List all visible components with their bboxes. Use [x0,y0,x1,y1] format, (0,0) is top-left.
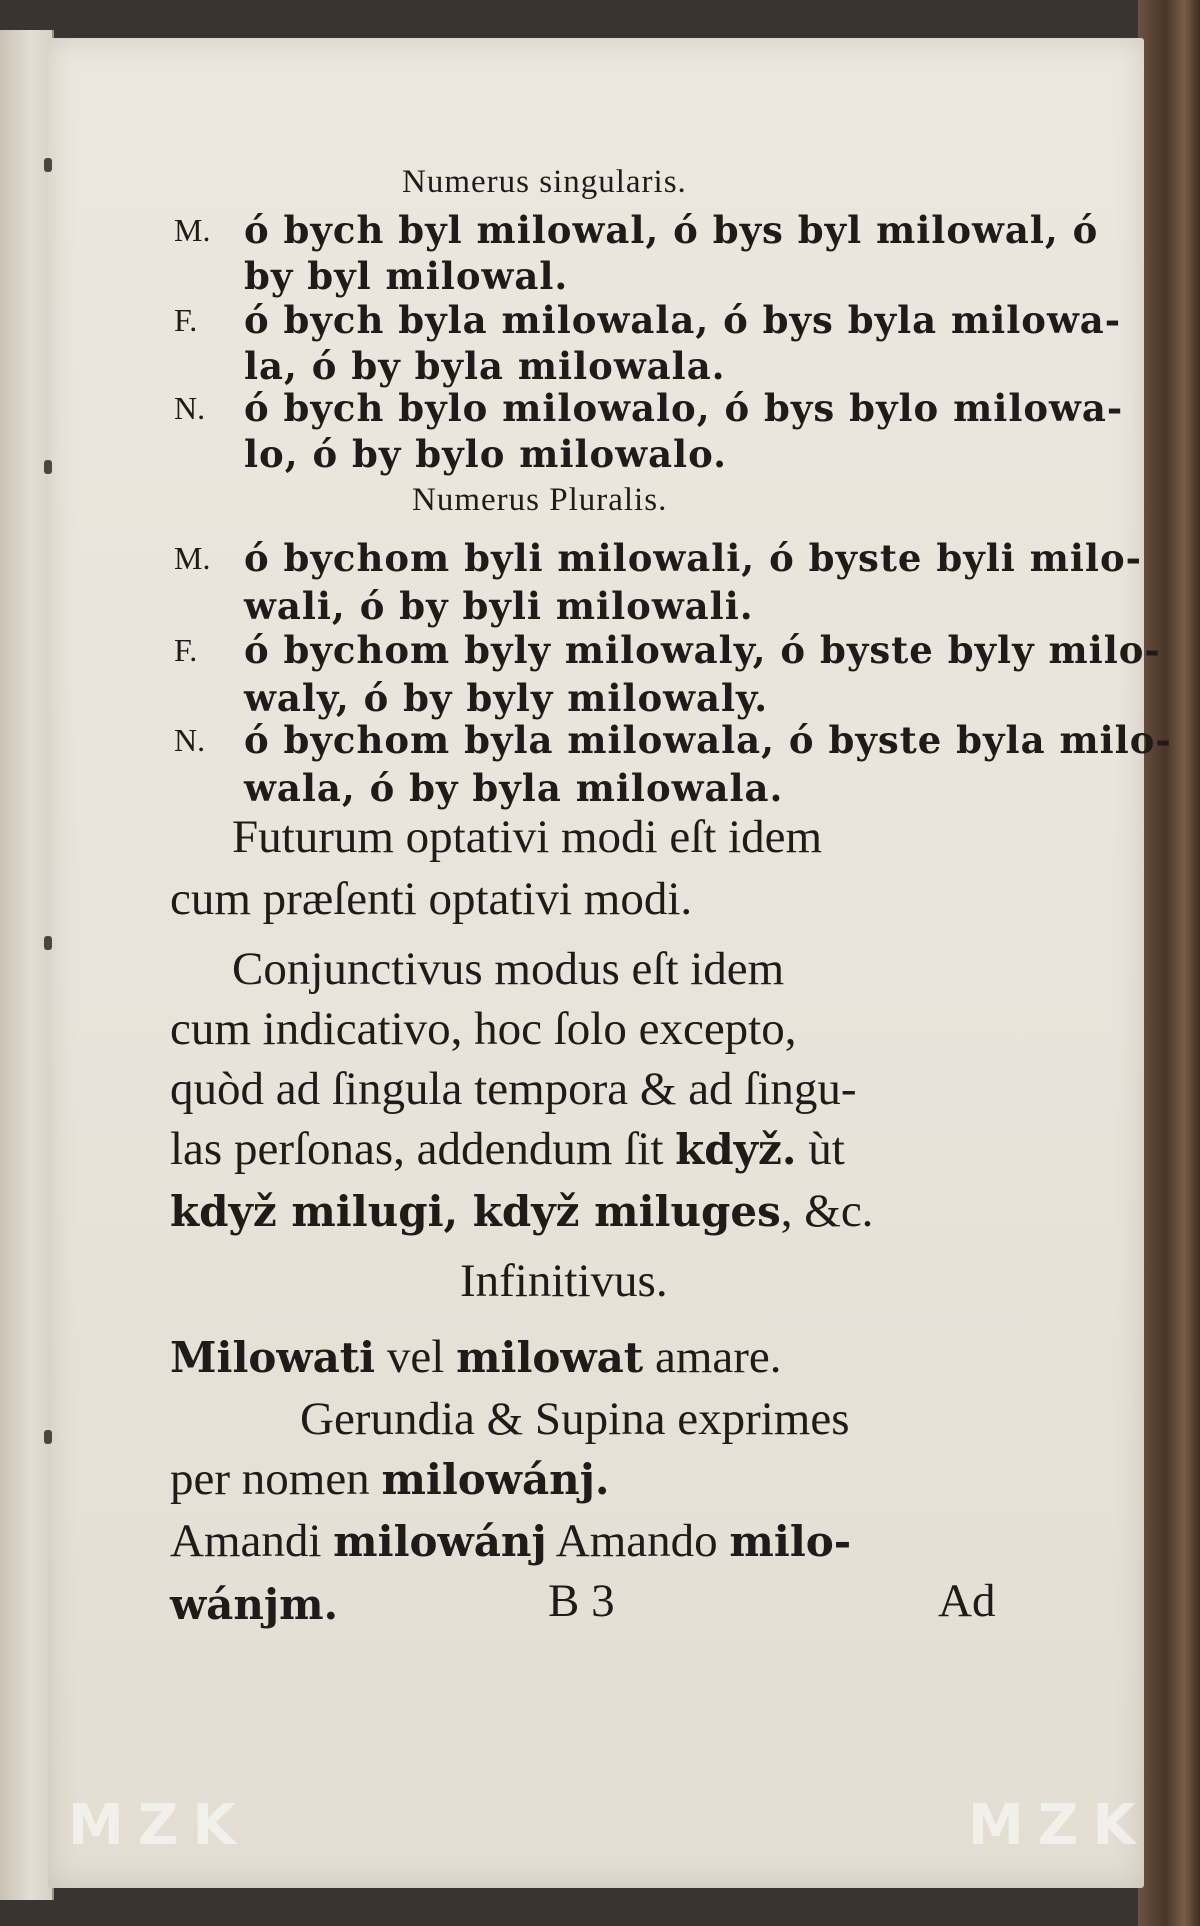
watermark-right: MZK [968,1793,1150,1858]
page-edge-mark [44,1430,52,1444]
signature-mark: B 3 [548,1575,615,1627]
amandi-line [170,1514,851,1568]
plural-f-line2: waly, ó by byly milowaly. [244,676,769,720]
infinitive-amare: amare. [643,1331,782,1383]
page-edge-mark [44,936,52,950]
plural-m-label: M. [174,540,211,576]
plural-n-label: N. [174,722,206,758]
infinitive-line [170,1330,782,1384]
watermark-left: MZK [68,1793,250,1858]
plural-f-label: F. [174,632,198,668]
plural-m-line2: wali, ó by byli milowali. [244,584,754,628]
singular-f-line1: ó bych byla milowala, ó bys byla milowa- [244,298,1122,342]
amandi-milowanj: milowánj [333,1517,547,1566]
amando-label: Amando [546,1515,730,1567]
plural-m-line1: ó bychom byli milowali, ó byste byli milo- [244,536,1143,580]
gerundia-line2 [170,1452,610,1506]
conjunctivus-line4-blackletter: když. [675,1125,797,1174]
book-spine [1138,0,1200,1926]
futurum-line1: Futurum optativi modi eſt idem [232,811,823,863]
facing-page-edge [0,30,54,1900]
singular-n-line1: ó bych bylo milowalo, ó bys bylo milowa- [244,386,1124,430]
singular-m-line1: ó bych byl milowal, ó bys byl milowal, ó [244,208,1099,252]
futurum-line2: cum præſenti optativi modi. [170,873,693,925]
singular-f-line2: la, ó by byla milowala. [244,344,726,388]
infinitive-milowati: Milowati [170,1333,376,1382]
conjunctivus-line4-text: las perſonas, addendum ſit [170,1123,676,1175]
book-page [48,38,1172,1888]
conjunctivus-line1: Conjunctivus modus eſt idem [232,943,785,995]
catchword: Ad [938,1575,996,1627]
singular-m-label: M. [174,212,211,248]
footer-wanjm: wánjm. [170,1580,339,1629]
conjunctivus-line4-tail: ùt [796,1123,845,1175]
conjunctivus-line4 [170,1122,845,1176]
singular-f-label: F. [174,302,198,338]
gerundia-milowanj: milowánj. [381,1455,610,1504]
page-edge-mark [44,158,52,172]
plural-n-line1: ó bychom byla milowala, ó byste byla milo- [244,718,1172,762]
gerundia-per-nomen: per nomen [170,1453,382,1505]
conjunctivus-line2: cum indicativo, hoc ſolo excepto, [170,1003,797,1055]
singular-n-label: N. [174,390,206,426]
heading-singular: Numerus singularis. [402,164,687,200]
gerundia-line1: Gerundia & Supina exprimes [300,1393,850,1445]
heading-infinitivus: Infinitivus. [460,1255,668,1307]
infinitive-milowat: milowat [456,1333,644,1382]
conjunctivus-line5-blackletter: když milugi, když miluges [170,1187,781,1236]
plural-n-line2: wala, ó by byla milowala. [244,766,784,810]
singular-n-line2: lo, ó by bylo milowalo. [244,432,728,476]
amando-milo: milo- [729,1517,852,1566]
infinitive-vel: vel [375,1331,457,1383]
heading-plural: Numerus Pluralis. [412,482,668,518]
conjunctivus-line5-tail: , &c. [780,1185,874,1237]
amandi-label: Amandi [170,1515,334,1567]
conjunctivus-line3: quòd ad ſingula tempora & ad ſingu- [170,1063,857,1115]
page-edge-mark [44,460,52,474]
singular-m-line2: by byl milowal. [244,254,569,298]
plural-f-line1: ó bychom byly milowaly, ó byste byly milo- [244,628,1161,672]
conjunctivus-line5 [170,1184,873,1238]
